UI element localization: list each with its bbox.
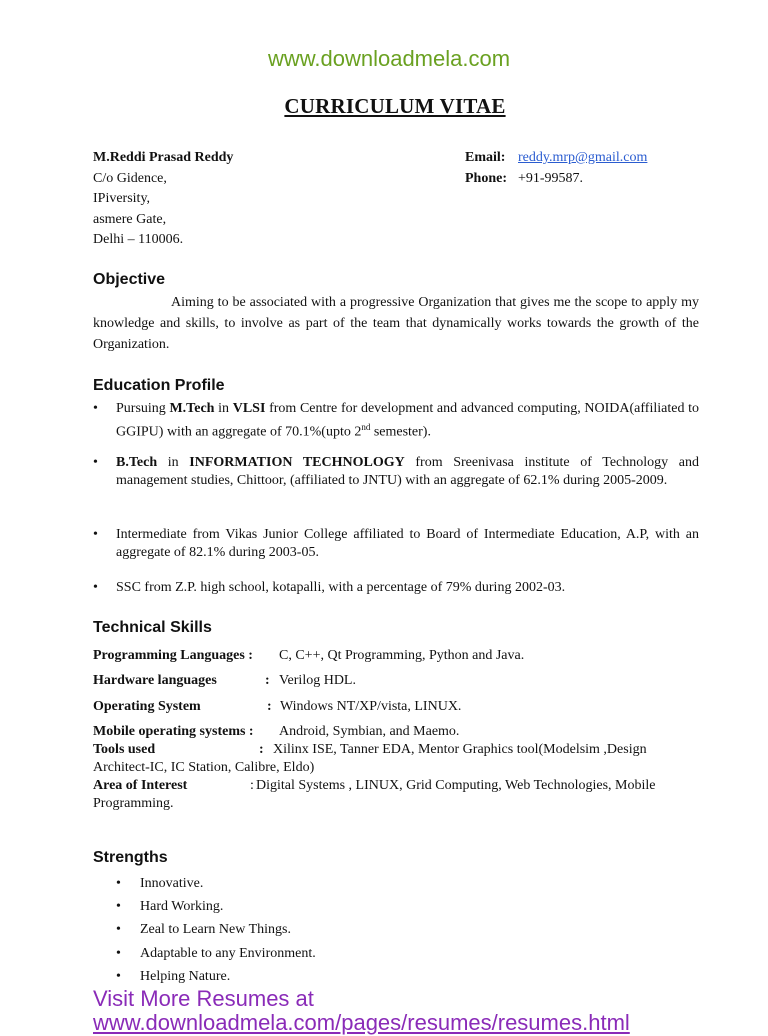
bullet-icon: • — [116, 899, 121, 914]
strengths-heading: Strengths — [93, 849, 168, 866]
skill-row: Programming Languages : C, C++, Qt Programming, Python and Java. — [93, 648, 525, 663]
skills-heading: Technical Skills — [93, 619, 212, 636]
bullet-icon: • — [93, 527, 98, 542]
skill-row: Area of Interest : Digital Systems , LINUX, Grid Computing, Web Technologies, Mobile Programming. — [93, 778, 656, 811]
bullet-icon: • — [116, 969, 121, 984]
strength-item: • Adaptable to any Environment. — [116, 946, 316, 961]
address-line: C/o Gidence, — [93, 170, 167, 186]
bullet-icon: • — [116, 922, 121, 937]
skill-row: Hardware languages : Verilog HDL. — [93, 673, 356, 688]
skill-row: Mobile operating systems : Android, Symbian, and Maemo. — [93, 724, 460, 739]
visit-more-text: Visit More Resumes at — [93, 986, 314, 1011]
address-line: IPiversity, — [93, 191, 151, 206]
bullet-icon: • — [93, 580, 98, 595]
email-label: Email: — [465, 150, 506, 165]
strength-item: • Innovative. — [116, 876, 204, 891]
objective-text: Aiming to be associated with a progressive Organization that gives me the scope to apply my knowledge and skills, to involve as part of the team that dynamically works towards the growth of the Organization. — [93, 295, 699, 352]
strength-item: • Zeal to Learn New Things. — [116, 922, 291, 937]
skill-row: Tools used : Xilinx ISE, Tanner EDA, Mentor Graphics tool(Modelsim ,Design Architect-IC, IC Station, Calibre, Eldo) — [93, 742, 647, 775]
education-item: • Intermediate from Vikas Junior College affiliated to Board of Intermediate Education, A.P, with an aggregate of 82.1% during 2003-05. — [93, 527, 699, 560]
objective-heading: Objective — [93, 271, 166, 288]
address-block — [93, 148, 233, 251]
skill-row: Operating System : Windows NT/XP/vista, LINUX. — [93, 699, 462, 714]
address-line: Delhi – 110006. — [93, 232, 184, 247]
resumes-link[interactable]: www.downloadmela.com/pages/resumes/resumes.html — [93, 1010, 630, 1035]
education-heading: Education Profile — [93, 377, 225, 394]
strength-item: • Hard Working. — [116, 899, 224, 914]
bullet-icon: • — [116, 876, 121, 891]
education-item: • Pursuing M.Tech in VLSI from Centre for development and advanced computing, NOIDA(affiliated to GGIPU) with an aggregate of 70.1%(upto 2nd semester). — [93, 401, 700, 440]
phone-label: Phone: — [465, 170, 507, 186]
bullet-icon: • — [93, 455, 98, 470]
education-item: • SSC from Z.P. high school, kotapalli, with a percentage of 79% during 2002-03. — [93, 580, 566, 595]
bullet-icon: • — [93, 401, 98, 416]
bullet-icon: • — [116, 946, 121, 961]
page-title: CURRICULUM VITAE — [284, 94, 506, 118]
candidate-name: M.Reddi Prasad Reddy — [93, 150, 234, 165]
email-link[interactable]: reddy.mrp@gmail.com — [518, 150, 648, 165]
phone-value: +91-99587. — [518, 170, 584, 186]
address-line: asmere Gate, — [93, 211, 167, 227]
site-link[interactable]: www.downloadmela.com — [267, 46, 511, 71]
strength-item: • Helping Nature. — [116, 969, 231, 984]
education-item: • B.Tech in INFORMATION TECHNOLOGY from Sreenivasa institute of Technology and management studies, Chittoor, (affiliated to JNTU) with an aggregate of 62.1% during 2005-2009. — [93, 455, 699, 488]
contact-block — [465, 148, 647, 189]
